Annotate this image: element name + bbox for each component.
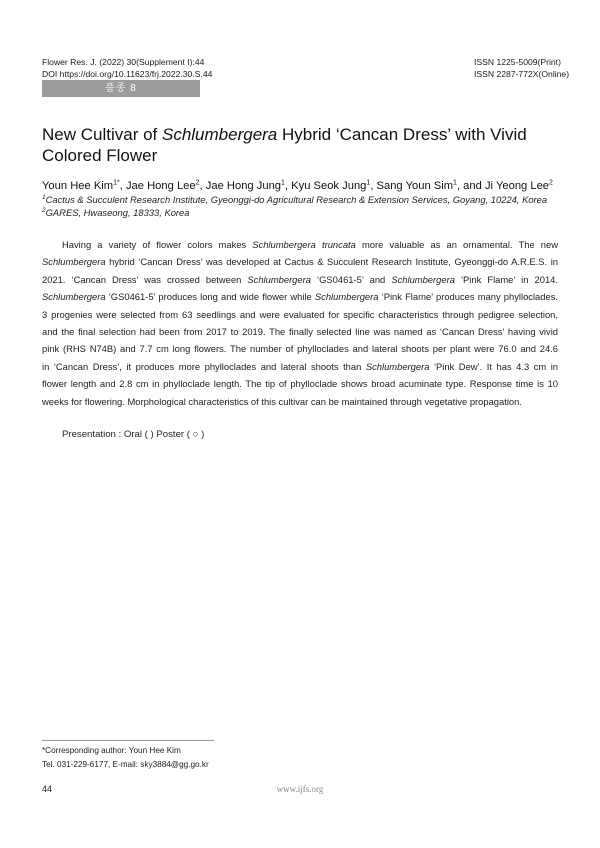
author-name: Ji Yeong Lee xyxy=(484,179,550,192)
issn-block xyxy=(474,56,569,80)
author-affiliation-marker: 1 xyxy=(281,179,285,186)
author-separator: , and xyxy=(456,179,485,192)
affiliation-1 xyxy=(42,192,562,206)
abstract-line xyxy=(42,323,558,340)
abstract-italic-text: Schlumbergera xyxy=(42,291,106,303)
abstract-text: hybrid ‘Cancan Dress’ was developed at Cactus & Succulent Research Institute, Gyeonggi-do A.R.E.S. in xyxy=(105,256,558,268)
title-italic: Schlumbergera xyxy=(161,125,278,144)
author-separator: , xyxy=(284,179,292,192)
abstract-italic-text: Schlumbergera xyxy=(365,360,430,372)
author-separator: , xyxy=(199,179,206,192)
abstract-line xyxy=(42,253,558,270)
presentation-type: Presentation : Oral ( ) Poster ( ○ ) xyxy=(62,429,205,440)
author-separator: , xyxy=(119,179,126,192)
abstract-line xyxy=(42,236,558,253)
abstract-text: ‘Pink Dew’. It has 4.3 cm in xyxy=(429,360,558,372)
author-name: Jae Hong Jung xyxy=(205,179,282,192)
abstract-italic-text: Schlumbergera xyxy=(314,291,379,303)
abstract-line xyxy=(42,288,558,305)
author-affiliation-marker: 1* xyxy=(113,179,120,186)
title-line-2: Colored Flower xyxy=(42,146,158,165)
author-affiliation-marker: 2 xyxy=(549,179,553,186)
abstract-text: ‘Pink Flame’ produces many phylloclades. xyxy=(378,291,558,303)
contact-info-note: Tel. 031-229-6177, E-mail: sky3884@gg.go.kr xyxy=(42,760,209,769)
title-part-2: Hybrid ‘Cancan Dress’ with Vivid xyxy=(277,125,527,144)
journal-website: www.ijfs.org xyxy=(276,784,324,794)
page-number: 44 xyxy=(42,784,53,794)
author xyxy=(42,180,126,192)
abstract-text: 2021. ‘Cancan Dress’ was crossed between xyxy=(42,273,248,285)
author-name: Kyu Seok Jung xyxy=(291,179,367,192)
paper-title xyxy=(42,124,562,166)
abstract-text: Having a variety of flower colors makes xyxy=(62,239,253,250)
affiliation-1-text: Cactus & Succulent Research Institute, Gyeonggi-do Agricultural Research & Extension Services, Goyang, 10224, Korea xyxy=(45,194,548,206)
affiliation-2 xyxy=(42,205,562,219)
journal-line: Flower Res. J. (2022) 30(Supplement I):44 xyxy=(42,57,205,67)
abstract-italic-text: Schlumbergera xyxy=(247,273,311,285)
author-affiliation-marker: 1 xyxy=(366,179,371,186)
author-list xyxy=(42,176,562,193)
author xyxy=(485,180,553,192)
footnote-divider xyxy=(42,740,214,741)
corresponding-author-note: *Corresponding author: Youn Hee Kim xyxy=(42,746,181,755)
abstract-italic-text: Schlumbergera xyxy=(391,273,455,285)
author xyxy=(377,180,485,192)
affiliation-2-marker: 2 xyxy=(42,207,46,214)
title-part-1: New Cultivar of xyxy=(42,125,162,144)
author-affiliation-marker: 1 xyxy=(453,179,457,186)
abstract-text: pink (RHS N74B) and 7.7 cm long flowers. The number of phylloclades and lateral shoots per plant were 76.0 and 24.6 xyxy=(42,343,558,355)
issn-print: ISSN 1225-5009(Print) xyxy=(474,57,561,67)
abstract-line xyxy=(42,340,558,357)
abstract-text: ‘GS0461-5’ produces long and wide flower while xyxy=(105,291,315,303)
author xyxy=(126,180,206,192)
abstract-text: more valuable as an ornamental. The new xyxy=(355,239,558,250)
author-name: Youn Hee Kim xyxy=(42,179,114,192)
author-affiliation-marker: 2 xyxy=(195,179,200,186)
abstract-text: in ‘Cancan Dress’, it produces more phylloclades and lateral shoots than xyxy=(42,360,366,372)
author xyxy=(206,180,291,192)
abstract-text: flower length and 2.8 cm in phylloclade length. The tip of phylloclade shows broad acuminate type. Response time is 10 xyxy=(42,378,558,390)
affiliation-1-marker: 1 xyxy=(42,194,46,201)
abstract-text: and the final selection had been from 2017 to 2019. The finally selected line was named as ‘Cancan Dress’ having vivid xyxy=(42,325,558,337)
author-separator: , xyxy=(370,179,377,192)
abstract-line xyxy=(42,393,558,410)
abstract-text: ‘Pink Flame’ in 2014. xyxy=(454,273,558,285)
abstract-line xyxy=(42,358,558,375)
abstract-line xyxy=(42,375,558,392)
issn-online: ISSN 2287-772X(Online) xyxy=(474,69,570,79)
author xyxy=(291,180,376,192)
abstract-text: 3 progenies were selected from 63 seedlings and were evaluated for specific characteristics through pedigree selection, xyxy=(42,308,558,320)
abstract-italic-text: Schlumbergera xyxy=(42,256,106,268)
affiliation-2-text: GARES, Hwaseong, 18333, Korea xyxy=(45,207,190,219)
author-name: Jae Hong Lee xyxy=(125,179,196,192)
abstract-italic-text: Schlumbergera truncata xyxy=(252,239,356,250)
section-label: 품종 8 xyxy=(42,80,200,97)
abstract-text: weeks for flowering. Morphological characteristics of this cultivar can be maintained through vegetative propagation. xyxy=(42,395,522,407)
doi-line: DOI https://doi.org/10.11623/frj.2022.30.S.44 xyxy=(42,69,213,79)
author-name: Sang Youn Sim xyxy=(376,179,454,192)
abstract-text: ‘GS0461-5’ and xyxy=(310,273,392,285)
abstract-line xyxy=(42,306,558,323)
journal-citation xyxy=(42,56,212,80)
abstract xyxy=(42,236,558,410)
abstract-line xyxy=(42,271,558,288)
